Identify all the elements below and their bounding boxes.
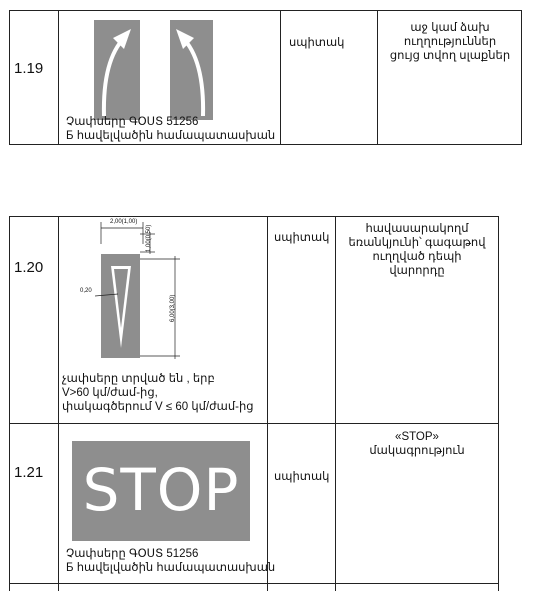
marking-color: սպիտակ (289, 37, 345, 49)
table-border (9, 144, 522, 145)
dimension-label: 1,00(0,50) (146, 224, 152, 252)
stop-marking-figure (72, 441, 250, 541)
row-number: 1.21 (14, 464, 44, 481)
marking-color: սպիտակ (274, 232, 330, 244)
marking-meaning: աջ կամ ձախ ուղղություններ ցույց տվող սլաքներ (389, 22, 511, 62)
table-border (9, 423, 499, 424)
table-border (9, 583, 499, 584)
row-number: 1.20 (14, 259, 44, 276)
marking-color: սպիտակ (274, 471, 330, 483)
dimension-caption: Չափսերը ԳՕՍՏ 51256 Б հավելվածին համապատասխան (66, 548, 276, 574)
row-number: 1.19 (14, 60, 44, 77)
dimension-caption: Չափսերը ԳՕՍՏ 51256 Б հավելվածին համապատասխան (66, 116, 276, 142)
dimension-caption: չափսերը տրված են , երբ V>60 կմ/ժամ-ից, փակագծերում V ≤ 60 կմ/ժամ-ից (62, 373, 254, 413)
dimension-label: 6,00(3,00) (170, 294, 176, 322)
marking-meaning: հավասարակողմ եռանկյունի՝ գագաթով ուղղված դեպի վարորդը (348, 223, 486, 277)
marking-meaning: «STOP» մակագրություն (369, 431, 465, 457)
stop-text: STOP (82, 456, 240, 524)
dimension-label: 2,00(1,00) (110, 219, 138, 225)
right-curve-arrow-icon (170, 20, 213, 120)
dimension-label: 0,20 (80, 288, 92, 294)
left-curve-arrow-icon (94, 20, 140, 120)
